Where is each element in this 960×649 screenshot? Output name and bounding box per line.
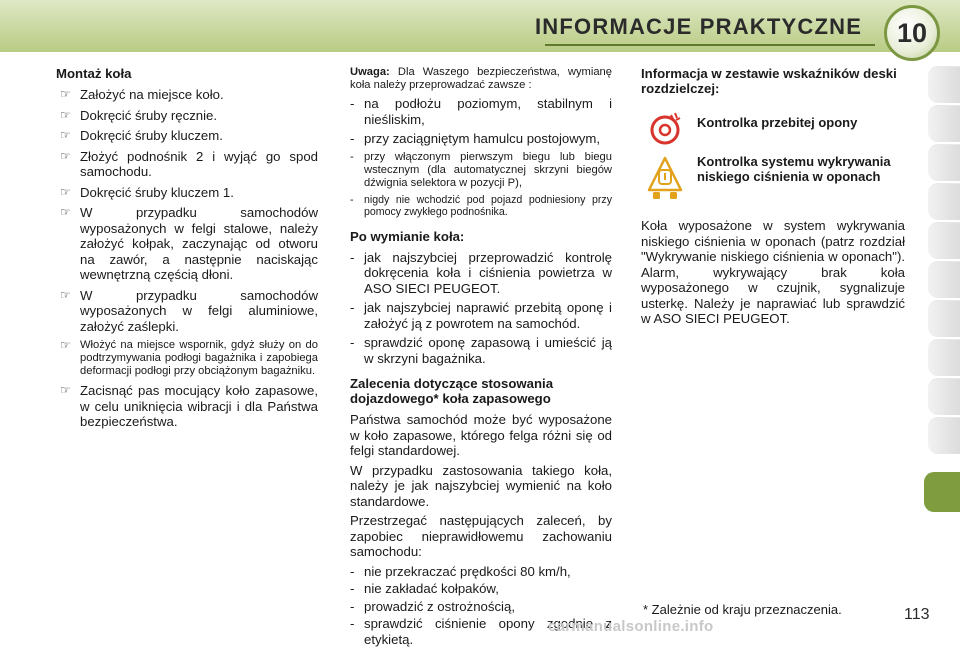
after-change-item: - sprawdzić oponę zapasową i umieścić ją w skrzyni bagażnika. [350,335,612,366]
instruction-item: ☞ Włożyć na miejsce wspornik, gdyż służy on do podtrzymywania podłogi bagażnika i zapobiega deformacji podłogi przy obciążonym bagażniku. [60,338,318,377]
hand-pointer-icon: ☞ [60,148,71,163]
note-text: Dla Waszego bezpieczeństwa, wymianę koła należy przeprowadzać zawsze : [350,66,613,91]
flat-tyre-warning [641,110,905,150]
chapter-tab[interactable] [928,378,960,415]
chapter-tabs [928,66,960,486]
recommendation-paragraph: W przypadku zastosowania takiego koła, należy je jak najszybciej wymienić na koło standardowe. [350,462,612,509]
safety-note [350,66,612,92]
after-change-item: - jak najszybciej przeprowadzić kontrolę dokręcenia koła i ciśnienia powietrza w ASO SIECI PEUGEOT. [350,249,612,296]
chapter-tab[interactable] [928,261,960,298]
note-item: - nigdy nie wchodzić pod pojazd podniesiony przy pomocy zwykłego podnośnika. [350,193,612,218]
chapter-tab-active[interactable] [924,472,960,512]
recommendation-item: - nie przekraczać prędkości 80 km/h, [350,563,571,579]
hand-pointer-icon: ☞ [60,287,71,302]
flat-tyre-warning-icon [647,110,683,146]
after-change-item: - jak najszybciej naprawić przebitą oponę i założyć ją z powrotem na samochód. [350,300,612,331]
chapter-tab[interactable] [928,183,960,220]
chapter-tab[interactable] [928,66,960,103]
recommendation-item: - nie zakładać kołpaków, [350,581,499,596]
instruction-item: ☞ W przypadku samochodów wyposażonych w felgi stalowe, należy założyć kołpak, zaczynając od otworu na zawór, a następnie naciskając wewnętrzną częścią dłoni. [60,205,318,282]
watermark: carmanualsonline.info [548,618,714,635]
hand-pointer-icon: ☞ [60,383,71,397]
footnote: * Zależnie od kraju przeznaczenia. [643,602,842,617]
recommendations-title: Zalecenia dotyczące stosowania dojazdowego* koła zapasowego [350,376,554,406]
dashboard-info-section [641,66,905,331]
chapter-tab[interactable] [928,339,960,376]
warning-label: Kontrolka przebitej opony [697,115,858,130]
note-item: - na podłożu poziomym, stabilnym i nieśliskim, [350,96,612,127]
hand-pointer-icon: ☞ [60,107,71,122]
instruction-item: ☞ Dokręcić śruby kluczem. [60,128,223,143]
warning-label: Kontrolka systemu wykrywania niskiego ciśnienia w oponach [697,154,891,184]
hand-pointer-icon: ☞ [60,205,71,219]
page-header [0,0,960,52]
hand-pointer-icon: ☞ [60,184,71,199]
hand-pointer-icon: ☞ [60,87,71,101]
chapter-tab[interactable] [928,417,960,454]
instruction-item: ☞ Założyć na miejsce koło. [60,87,224,102]
chapter-number: 10 [896,18,928,48]
hand-pointer-icon: ☞ [60,128,71,142]
note-item: - przy zaciągniętym hamulcu postojowym, [350,131,601,146]
title-underline [545,44,875,46]
chapter-tab[interactable] [928,105,960,142]
tyre-pressure-warning-icon [647,156,683,200]
section-title: Montaż koła [56,66,132,81]
notes-section [350,66,612,649]
recommendation-paragraph: Przestrzegać następujących zaleceń, by zapobiec nieprawidłowemu zachowaniu samochodu: [350,513,612,559]
section-title: Informacja w zestawie wskaźników deski rozdzielczej: [641,66,897,96]
tyre-pressure-warning [641,156,905,212]
tyre-system-paragraph: Koła wyposażone w system wykrywania niskiego ciśnienia w oponach (patrz rozdział "Wykrywanie niskiego ciśnienia w oponach"). Alarm, wykrywający brak koła wyposażonego w czujnik, sygnalizuje usterkę. Należy je naprawiać lub sprawdzić w ASO SIECI PEUGEOT. [641,218,905,326]
page-title: INFORMACJE PRAKTYCZNE [535,14,863,39]
wheel-fitting-section [56,66,318,435]
instruction-item: ☞ Dokręcić śruby ręcznie. [60,107,218,123]
recommendation-item: - sprawdzić ciśnienie opony zgodnie z etykietą. [350,616,612,647]
chapter-tab[interactable] [928,222,960,259]
chapter-tab[interactable] [928,144,960,181]
instruction-item: ☞ Zacisnąć pas mocujący koło zapasowe, w celu uniknięcia wibracji i dla Państwa bezpieczeństwa. [60,383,318,429]
recommendation-paragraph: Państwa samochód może być wyposażone w koło zapasowe, którego felga różni się od felgi standardowej. [350,412,612,458]
instruction-item: ☞ Złożyć podnośnik 2 i wyjąć go spod samochodu. [60,148,318,179]
note-label: Uwaga: [350,66,390,78]
instruction-item: ☞ Dokręcić śruby kluczem 1. [60,184,234,200]
chapter-tab[interactable] [928,300,960,337]
chapter-badge [884,5,940,61]
after-change-title: Po wymianie koła: [350,228,465,244]
recommendation-item: - prowadzić z ostrożnością, [350,598,515,614]
hand-pointer-icon: ☞ [60,338,71,352]
note-item: - przy włączonym pierwszym biegu lub biegu wstecznym (dla automatycznej skrzyni biegów dźwignia selektora w pozycji P), [350,150,612,189]
page-number: 113 [904,606,930,623]
instruction-item: ☞ W przypadku samochodów wyposażonych w felgi aluminiowe, założyć zaślepki. [60,287,318,334]
